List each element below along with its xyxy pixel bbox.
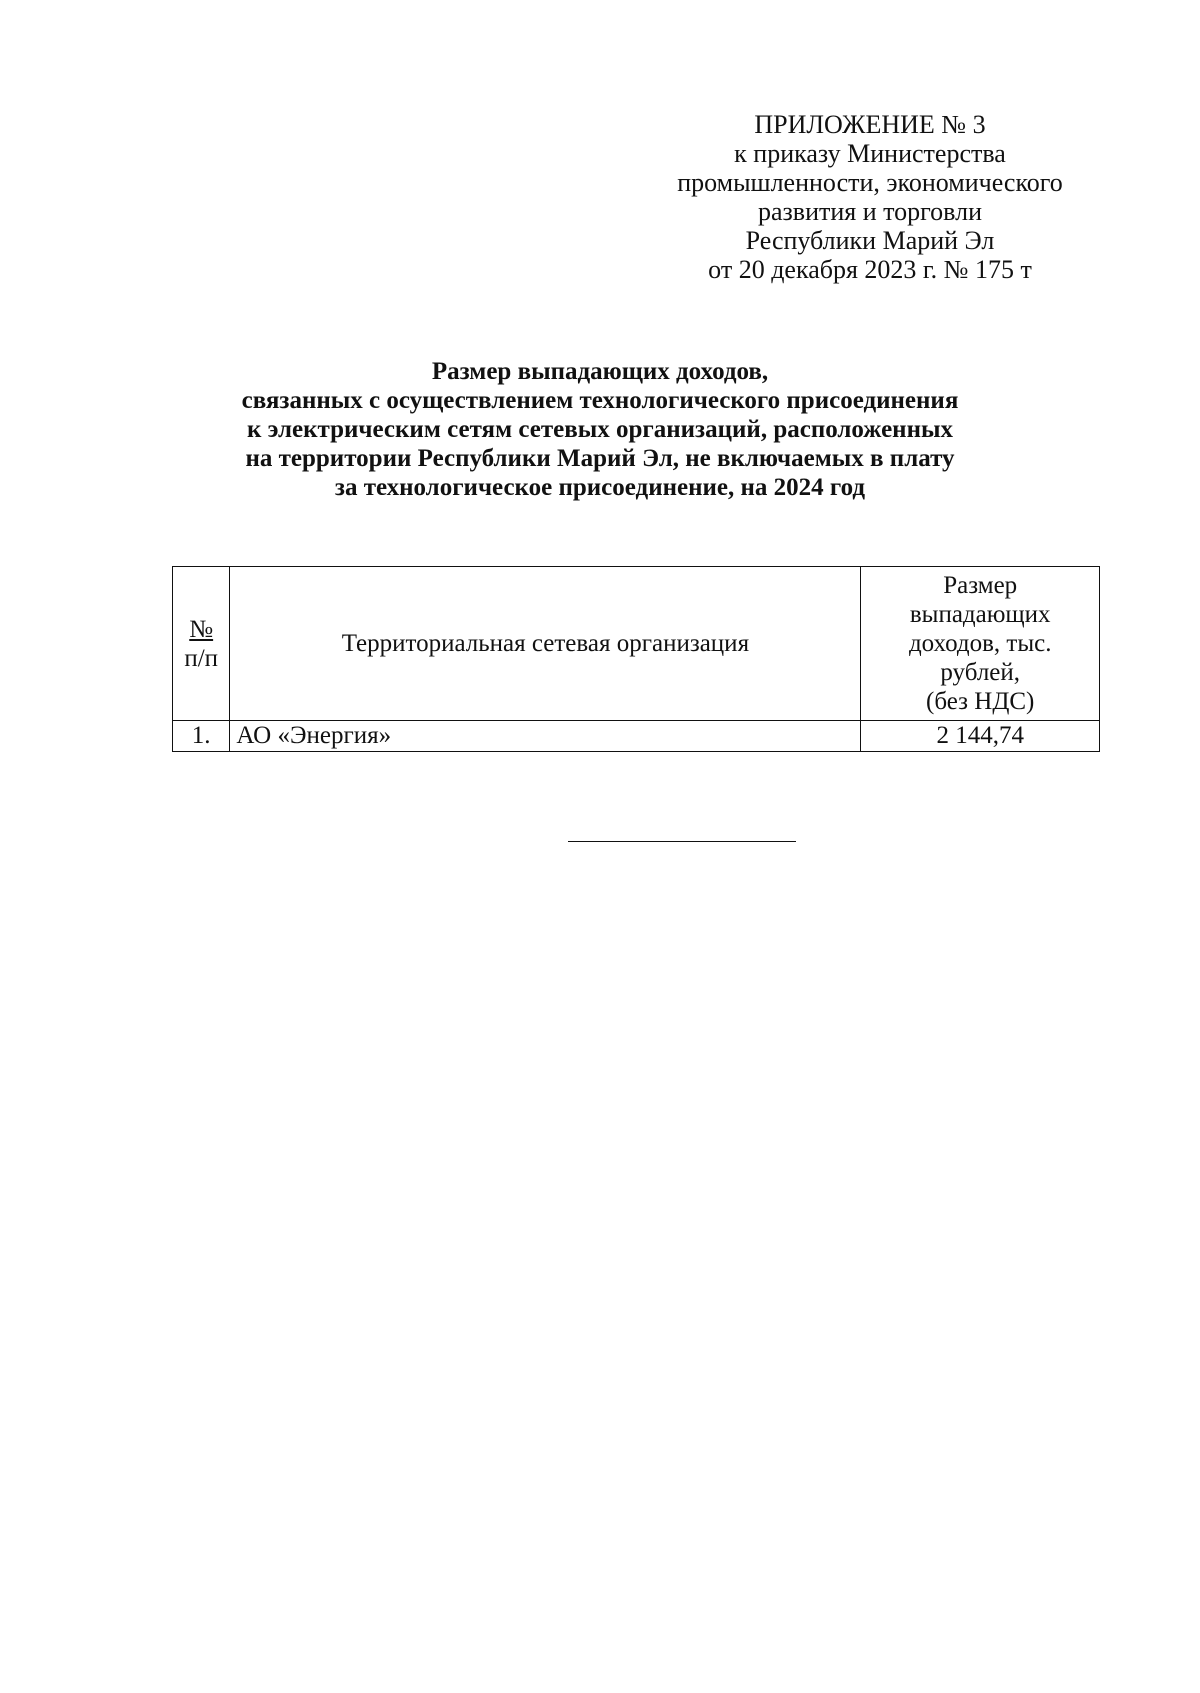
header-value-line: доходов, тыс. <box>908 630 1052 657</box>
revenue-table <box>172 566 1100 752</box>
row-num: 1. <box>173 721 230 752</box>
title-line: к электрическим сетям сетевых организаций, расположенных <box>246 416 954 443</box>
header-value-line: рублей, <box>940 659 1021 686</box>
header-org: Территориальная сетевая организация <box>230 567 861 721</box>
header-num <box>173 567 230 721</box>
appendix-line: к приказу Министерства <box>734 139 1006 168</box>
appendix-line: развития и торговли <box>757 197 982 226</box>
row-org: АО «Энергия» <box>230 721 861 752</box>
appendix-line: от 20 декабря 2023 г. № 175 т <box>708 255 1032 284</box>
appendix-line: промышленности, экономического <box>677 168 1063 197</box>
title-line: Размер выпадающих доходов, <box>431 358 769 385</box>
table-header-row <box>173 567 1100 721</box>
appendix-line: ПРИЛОЖЕНИЕ № 3 <box>754 110 986 139</box>
title-line: за технологическое присоединение, на 2024 год <box>334 474 866 501</box>
header-num-line: п/п <box>184 644 219 672</box>
header-value-line: Размер <box>943 572 1018 599</box>
title-line: на территории Республики Марий Эл, не включаемых в плату <box>245 445 955 472</box>
header-num-line: № <box>189 615 214 643</box>
title-line: связанных с осуществлением технологического присоединения <box>241 387 959 414</box>
document-title <box>150 357 1050 502</box>
appendix-line: Республики Марий Эл <box>745 226 995 255</box>
header-value-line: (без НДС) <box>926 688 1035 715</box>
header-value <box>861 567 1100 721</box>
row-value: 2 144,74 <box>861 721 1100 752</box>
header-value-line: выпадающих <box>909 601 1051 628</box>
appendix-block <box>660 110 1080 284</box>
table-row <box>173 721 1100 752</box>
end-divider <box>568 841 796 842</box>
